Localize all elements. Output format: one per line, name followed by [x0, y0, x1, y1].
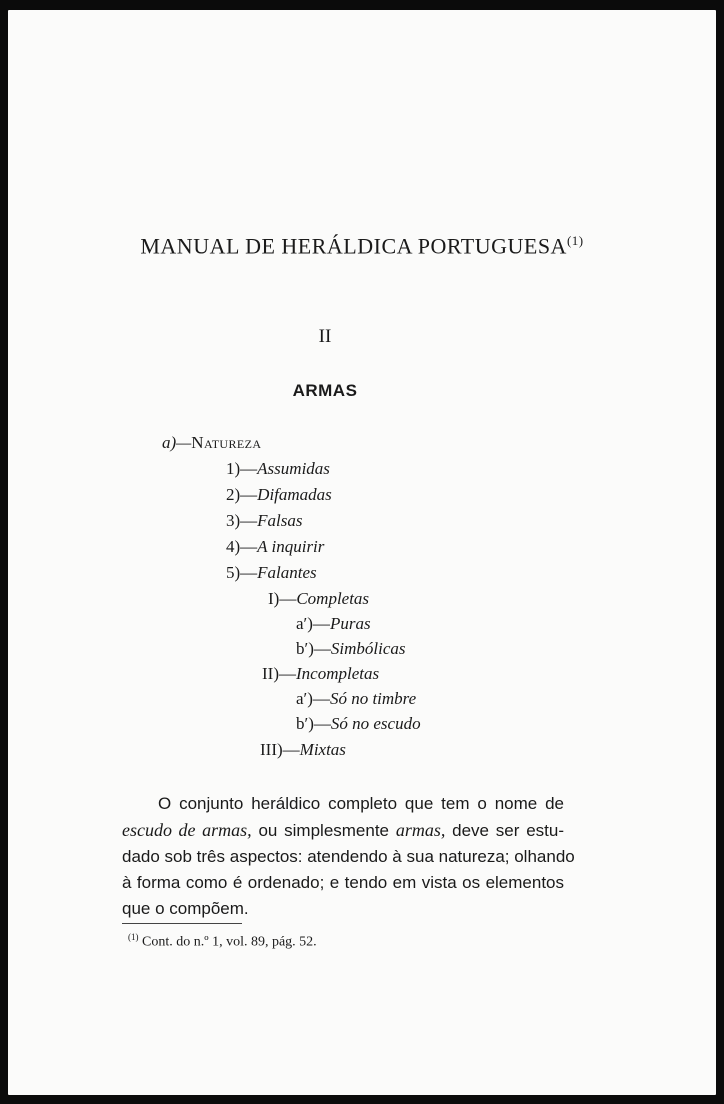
outline-item: [296, 714, 421, 734]
outline-label: Só no escudo: [330, 714, 421, 733]
outline-label: Natureza: [191, 433, 262, 452]
outline-label: Completas: [296, 589, 370, 608]
outline-marker: 2)—: [226, 485, 258, 504]
outline-label: Simbólicas: [330, 639, 406, 658]
outline-marker: 5)—: [226, 563, 258, 582]
outline-marker: b′)—: [296, 639, 331, 658]
outline-item: [226, 511, 303, 531]
outline-label: Falantes: [257, 563, 317, 582]
paragraph-line: [122, 817, 564, 844]
outline-item: [226, 485, 332, 505]
outline-marker: 3)—: [226, 511, 258, 530]
italic-term: armas,: [395, 820, 446, 840]
outline-label: Difamadas: [257, 485, 332, 504]
italic-term: escudo de armas,: [122, 820, 252, 840]
outline-marker: III)—: [260, 740, 300, 759]
outline-marker: 1)—: [226, 459, 258, 478]
paragraph-line: dado sob três aspectos: atendendo à sua natureza; olhando: [122, 847, 575, 866]
outline-marker: II)—: [262, 664, 296, 683]
outline-label: Puras: [329, 614, 371, 633]
paragraph-text: deve ser estu-: [445, 821, 565, 840]
outline-marker: 4)—: [226, 537, 258, 556]
outline-label: A inquirir: [257, 537, 325, 556]
section-number: II: [318, 326, 332, 347]
outline-item: [268, 589, 369, 609]
outline-marker: a′)—: [296, 614, 330, 633]
paragraph-line: à forma como é ordenado; e tendo em vista os elementos: [122, 873, 564, 892]
paragraph-text: ou simplesmente: [251, 821, 396, 840]
outline-item: [226, 563, 317, 583]
outline-item: [296, 639, 406, 659]
outline-item: [226, 459, 330, 479]
outline-label: Falsas: [257, 511, 303, 530]
outline-item: [296, 689, 416, 709]
outline-item: [260, 740, 346, 760]
footnote-text: Cont. do n.º 1, vol. 89, pág. 52.: [138, 934, 317, 950]
outline-item: [226, 537, 324, 557]
outline-item: [296, 614, 371, 634]
outline-marker: b′)—: [296, 714, 331, 733]
footnote-marker: (1): [128, 932, 139, 942]
title-note-marker: (1): [566, 233, 584, 248]
outline-item: [162, 433, 261, 453]
outline-marker: I)—: [268, 589, 297, 608]
outline-label: Só no timbre: [329, 689, 417, 708]
outline-item: [262, 664, 379, 684]
paragraph-line: que o compõem.: [122, 899, 249, 918]
outline-label: Incompletas: [295, 664, 380, 683]
footnote: [128, 932, 317, 951]
body-paragraph: [122, 791, 575, 922]
section-title: ARMAS: [292, 381, 358, 400]
paragraph-line: O conjunto heráldico completo que tem o nome de: [158, 794, 564, 813]
title-text: MANUAL DE HERÁLDICA PORTUGUESA: [140, 233, 567, 259]
outline-marker: a′)—: [296, 689, 330, 708]
outline-label: Assumidas: [257, 459, 330, 478]
outline-label: Mixtas: [299, 740, 346, 759]
footnote-divider: [122, 923, 242, 924]
outline-marker: a)—: [162, 433, 192, 452]
